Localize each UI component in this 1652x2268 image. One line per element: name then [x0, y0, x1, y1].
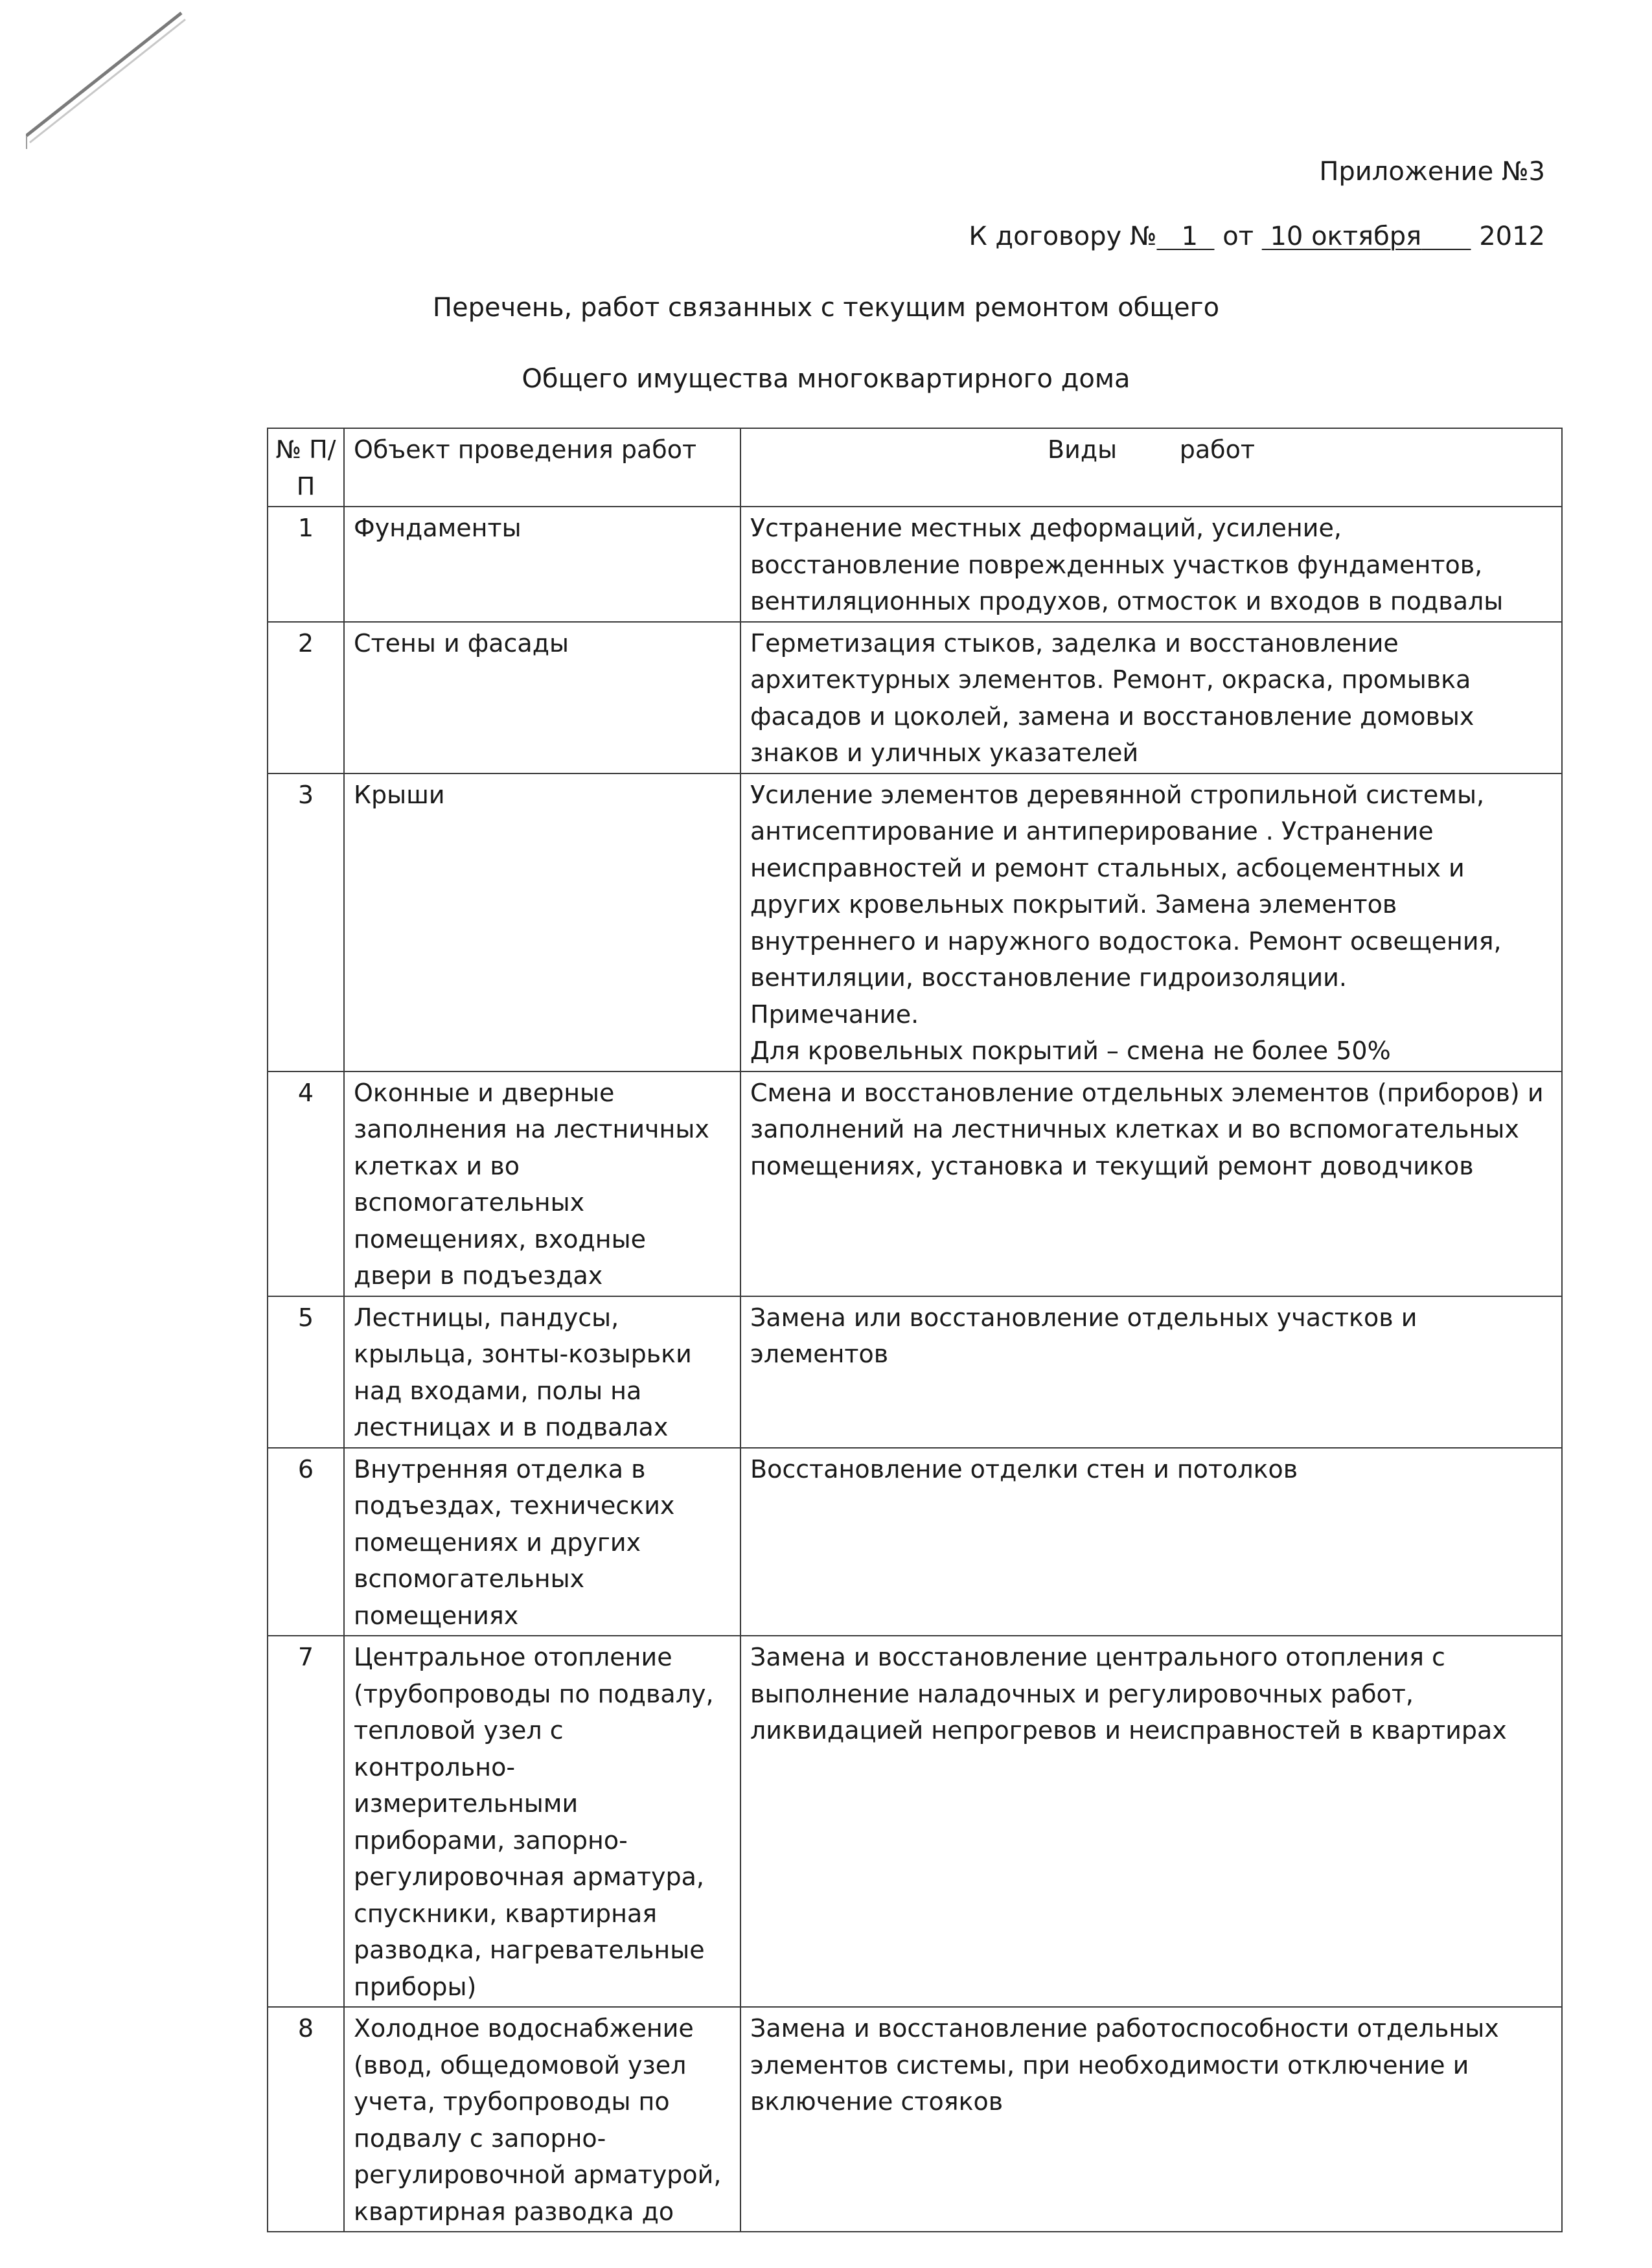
row-works: Восстановление отделки стен и потолков [740, 1448, 1562, 1636]
table-row [268, 773, 1562, 1071]
row-object: Холодное водоснабжение (ввод, общедомовой узел учета, трубопроводы по подвалу с запорно-регулировочной арматурой, квартирная разводка до [344, 2007, 740, 2232]
contract-year: 2012 [1479, 222, 1545, 251]
row-num: 7 [268, 1636, 344, 2007]
appendix-label: Приложение №3 [1319, 157, 1545, 187]
table-row [268, 1296, 1562, 1448]
table-row [268, 2007, 1562, 2232]
row-object: Стены и фасады [344, 622, 740, 773]
contract-from: от [1222, 222, 1254, 251]
contract-number: 1 [1181, 222, 1199, 251]
row-works: Замена или восстановление отдельных участков и элементов [740, 1296, 1562, 1448]
table-row [268, 1636, 1562, 2007]
row-object: Крыши [344, 773, 740, 1071]
header-works: Виды работ [740, 428, 1562, 507]
header-num: № П/П [268, 428, 344, 507]
table-row [268, 622, 1562, 773]
table-row [268, 1448, 1562, 1636]
row-object: Оконные и дверные заполнения на лестничных клетках и во вспомогательных помещениях, входные двери в подъездах [344, 1071, 740, 1296]
row-works: Замена и восстановление центрального отопления с выполнение наладочных и регулировочных работ, ликвидацией непрогревов и неисправностей в квартирах [740, 1636, 1562, 2007]
row-object: Внутренняя отделка в подъездах, технических помещениях и других вспомогательных помещениях [344, 1448, 740, 1636]
document-title-line1: Перечень, работ связанных с текущим ремонтом общего [432, 293, 1220, 323]
document-title-line2: Общего имущества многоквартирного дома [522, 364, 1130, 394]
row-num: 6 [268, 1448, 344, 1636]
row-num: 2 [268, 622, 344, 773]
row-num: 8 [268, 2007, 344, 2232]
contract-reference [969, 220, 1545, 253]
row-num: 3 [268, 773, 344, 1071]
row-works: Смена и восстановление отдельных элементов (приборов) и заполнений на лестничных клетках и во вспомогательных помещениях, установка и текущий ремонт доводчиков [740, 1071, 1562, 1296]
table-row [268, 507, 1562, 622]
table-row [268, 1071, 1562, 1296]
contract-prefix: К договору № [969, 222, 1157, 251]
row-works-note: Для кровельных покрытий – смена не более 50% [750, 1037, 1391, 1065]
contract-date: 10 октября [1270, 222, 1422, 251]
header-object: Объект проведения работ [344, 428, 740, 507]
row-works: Усиление элементов деревянной стропильной системы, антисептирование и антиперирование . Устранение неисправностей и ремонт стальных, асбоцементных и других кровельных покрытий. Замена элементов внутреннего и наружного водостока. Ремонт освещения, вентиляции, восстановление гидроизоляции. Примечание. Для кровельных покрытий – смена не более 50% [740, 773, 1562, 1071]
row-num: 4 [268, 1071, 344, 1296]
row-works: Герметизация стыков, заделка и восстановление архитектурных элементов. Ремонт, окраска, промывка фасадов и цоколей, замена и восстановление домовых знаков и уличных указателей [740, 622, 1562, 773]
works-table [267, 428, 1563, 2232]
row-num: 1 [268, 507, 344, 622]
row-works: Замена и восстановление работоспособности отдельных элементов системы, при необходимости отключение и включение стояков [740, 2007, 1562, 2232]
row-object: Центральное отопление (трубопроводы по подвалу, тепловой узел с контрольно-измерительными приборами, запорно-регулировочная арматура, спускники, квартирная разводка, нагревательные приборы) [344, 1636, 740, 2007]
row-works: Устранение местных деформаций, усиление, восстановление поврежденных участков фундаментов, вентиляционных продухов, отмосток и входов в подвалы [740, 507, 1562, 622]
row-object: Лестницы, пандусы, крыльца, зонты-козырьки над входами, полы на лестницах и в подвалах [344, 1296, 740, 1448]
row-object: Фундаменты [344, 507, 740, 622]
table-header-row [268, 428, 1562, 507]
row-num: 5 [268, 1296, 344, 1448]
scan-fold-mark [26, 6, 194, 149]
